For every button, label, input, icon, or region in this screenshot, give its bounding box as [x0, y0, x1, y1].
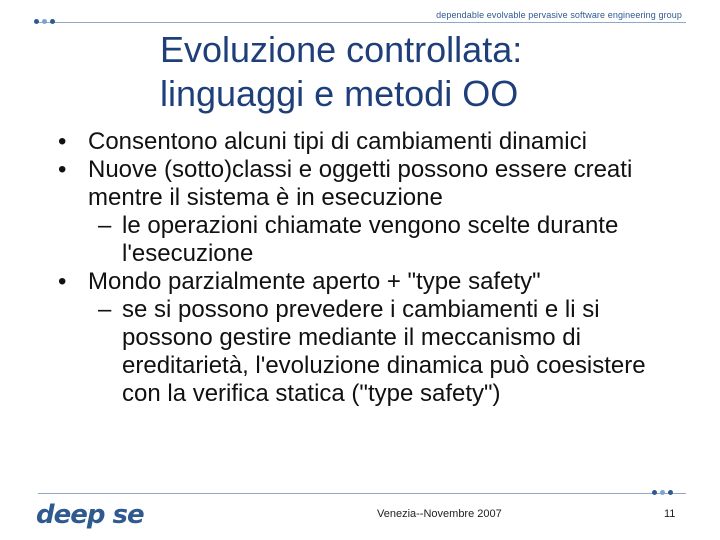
- footer-event: Venezia--Novembre 2007: [377, 508, 502, 520]
- header-rule: [38, 22, 686, 23]
- bullet-text: Consentono alcuni tipi di cambiamenti dinamici: [88, 128, 587, 155]
- dot-icon: [42, 19, 47, 24]
- sub-bullet-text: le operazioni chiamate vengono scelte durante l'esecuzione: [122, 212, 619, 267]
- sub-bullet-marker: –: [98, 296, 112, 323]
- slide-title: [160, 28, 580, 116]
- slide-body: [58, 128, 678, 408]
- dot-icon: [34, 19, 39, 24]
- bullet-item: [58, 268, 678, 296]
- deep-se-logo: deep se: [36, 500, 144, 530]
- page-number: 11: [664, 508, 676, 520]
- bullet-text: Mondo parzialmente aperto + "type safety": [88, 268, 541, 295]
- bullet-item: [58, 128, 678, 156]
- bullet-marker: •: [58, 128, 67, 155]
- footer-rule: [38, 493, 686, 494]
- footer-dots-right: [652, 490, 673, 495]
- dot-icon: [50, 19, 55, 24]
- header-tagline: dependable evolvable pervasive software engineering group: [436, 10, 682, 20]
- bullet-marker: •: [58, 268, 67, 295]
- dot-icon: [668, 490, 673, 495]
- dot-icon: [660, 490, 665, 495]
- sub-bullet-item: [58, 296, 678, 408]
- sub-bullet-marker: –: [98, 212, 112, 239]
- sub-bullet-text: se si possono prevedere i cambiamenti e li si possono gestire mediante il meccanismo di ereditarietà, l'evoluzione dinamica può coesistere con la verifica statica ("type safety"): [122, 296, 646, 407]
- sub-bullet-item: [58, 212, 678, 268]
- title-line-1: Evoluzione controllata:: [160, 29, 523, 70]
- bullet-item: [58, 156, 678, 212]
- bullet-text: Nuove (sotto)classi e oggetti possono essere creati mentre il sistema è in esecuzione: [88, 156, 633, 211]
- title-line-2: linguaggi e metodi OO: [160, 73, 519, 114]
- header-dots-left: [34, 19, 55, 24]
- bullet-marker: •: [58, 156, 67, 183]
- dot-icon: [652, 490, 657, 495]
